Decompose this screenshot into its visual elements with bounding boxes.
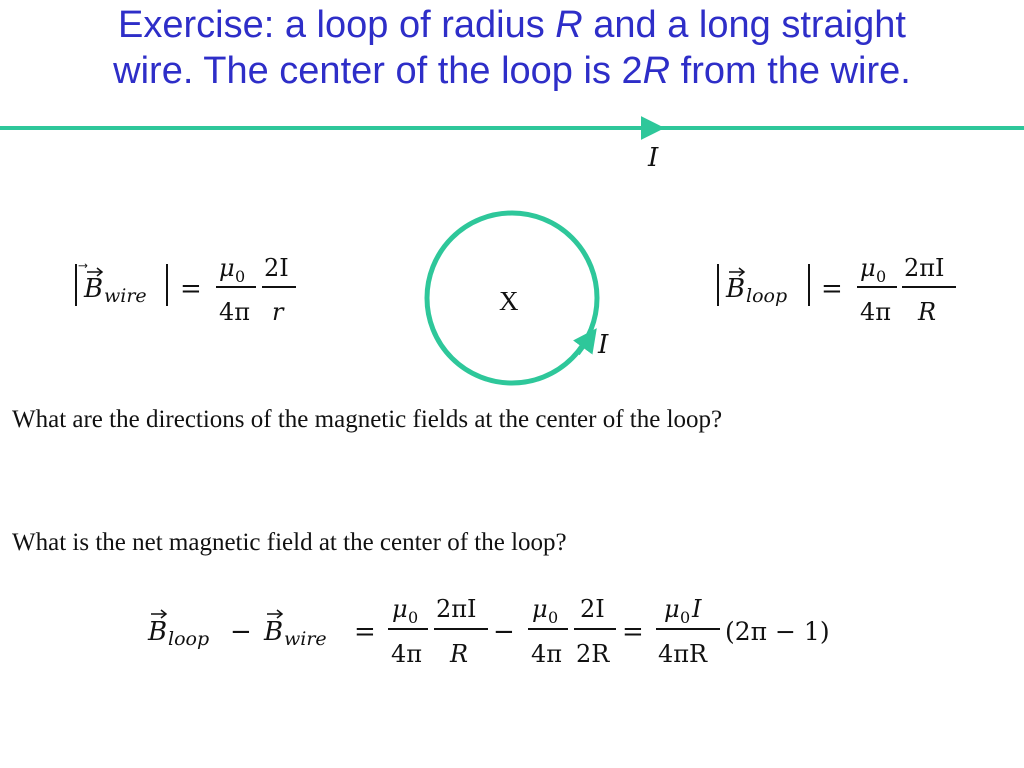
loop-current-label: I bbox=[598, 330, 609, 360]
loop-denominator: R bbox=[450, 640, 469, 668]
b-wire-subscript: wire bbox=[284, 628, 327, 650]
mu-symbol: μ bbox=[664, 595, 680, 623]
equals-sign: = bbox=[180, 274, 202, 304]
four-pi: 4π bbox=[219, 298, 251, 326]
current-symbol: I bbox=[692, 595, 702, 623]
b-wire-symbol: B bbox=[84, 274, 104, 304]
net-field-equation bbox=[147, 595, 830, 668]
title-text-4: from the wire. bbox=[670, 50, 911, 92]
factor-two-pi-minus-one: (2π − 1) bbox=[725, 617, 830, 646]
title-text-3: wire. The center of the loop is 2 bbox=[113, 50, 643, 92]
mu-subscript: 0 bbox=[408, 608, 419, 627]
question-net-field: What is the net magnetic field at the center of the loop? bbox=[12, 529, 567, 556]
b-loop-subscript: loop bbox=[746, 285, 788, 307]
mu-symbol: μ bbox=[392, 595, 408, 623]
vector-arrow bbox=[78, 263, 88, 268]
equals-sign: = bbox=[622, 617, 644, 647]
b-loop-symbol: B bbox=[726, 274, 746, 304]
loop-field-equation bbox=[718, 254, 956, 326]
wire-current-label: I bbox=[648, 143, 659, 173]
wire-denominator: r bbox=[272, 298, 284, 326]
mu-subscript: 0 bbox=[548, 608, 559, 627]
minus-sign: − bbox=[493, 617, 515, 647]
title-text-2: and a long straight bbox=[582, 4, 906, 46]
wire-field-equation bbox=[76, 254, 296, 326]
four-pi: 4π bbox=[531, 640, 563, 668]
loop-numerator: 2πI bbox=[904, 254, 945, 282]
loop-denominator: R bbox=[918, 298, 937, 326]
question-directions: What are the directions of the magnetic fields at the center of the loop? bbox=[12, 406, 723, 433]
wire-numerator: 2I bbox=[580, 595, 605, 623]
mu-subscript: 0 bbox=[876, 267, 887, 286]
minus-sign: − bbox=[230, 617, 252, 647]
title-text-1: Exercise: a loop of radius bbox=[118, 4, 556, 46]
loop-numerator: 2πI bbox=[436, 595, 477, 623]
mu-symbol: μ bbox=[532, 595, 548, 623]
four-pi-r: 4πR bbox=[658, 640, 708, 668]
title-var-r: R bbox=[555, 4, 583, 46]
mu-subscript: 0 bbox=[680, 608, 691, 627]
wire-numerator: 2I bbox=[264, 254, 289, 282]
wire-denominator: 2R bbox=[576, 640, 610, 668]
four-pi: 4π bbox=[391, 640, 423, 668]
mu-subscript: 0 bbox=[235, 267, 246, 286]
equals-sign: = bbox=[354, 617, 376, 647]
b-loop-symbol: B bbox=[148, 617, 168, 647]
mu-symbol: μ bbox=[860, 254, 876, 282]
title-var-r-2: R bbox=[642, 50, 671, 92]
four-pi: 4π bbox=[860, 298, 892, 326]
b-loop-subscript: loop bbox=[168, 628, 210, 650]
equals-sign: = bbox=[821, 274, 843, 304]
mu-symbol: μ bbox=[219, 254, 235, 282]
b-wire-subscript: wire bbox=[104, 285, 147, 307]
b-wire-symbol: B bbox=[264, 617, 284, 647]
loop-center-marker: X bbox=[499, 286, 519, 316]
